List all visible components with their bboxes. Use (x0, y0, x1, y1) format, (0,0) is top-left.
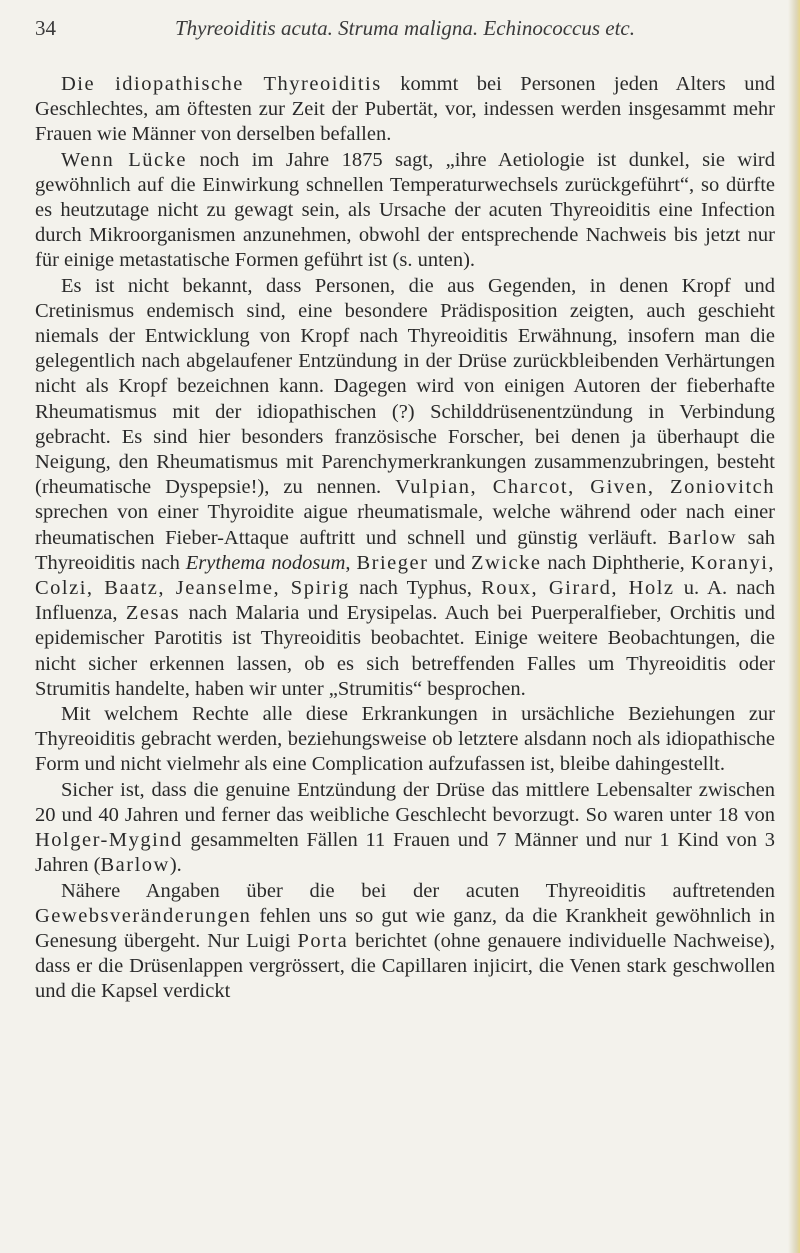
text-run: sah Thyreoiditis nach (35, 526, 776, 574)
body-text (35, 72, 775, 1005)
paragraph (35, 778, 775, 879)
spaced-name: Brieger (356, 551, 429, 574)
paragraph (35, 72, 775, 148)
paragraph (35, 879, 775, 1005)
text-run: u. A. nach Influenza, (35, 577, 775, 625)
text-run: nach Malaria und Erysipelas. Auch bei Puerperalfieber, Orchitis und epidemischer Parotitis ist Thyreoiditis beobachtet. Einige weitere Beobachtungen, die nicht sicher erkennen lassen, ob es sich betreffenden Falles um Thyreoiditis oder Strumitis handelte, haben wir unter „Strumitis“ besprochen. (35, 602, 775, 700)
text-run: fehlen uns so gut wie ganz, da die Krankheit gewöhnlich in Genesung übergeht. Nur Luigi (35, 904, 775, 952)
spaced-name: Porta (297, 929, 349, 952)
page-header (35, 10, 775, 46)
text-run: und (428, 551, 471, 574)
spaced-name: Roux, Girard, Holz (481, 577, 675, 600)
spaced-name: Barlow (100, 854, 170, 877)
italic-term: Erythema nodosum (185, 551, 346, 574)
paragraph (35, 148, 775, 274)
spaced-name: Holger-Mygind (35, 829, 183, 852)
spaced-name: Zesas (125, 602, 181, 625)
paragraph (35, 702, 775, 778)
text-run: nach Diphtherie, (541, 551, 691, 574)
text-run: kommt bei Personen jeden Alters und Geschlechtes, am öftesten zur Zeit der Pubertät, vor, indessen werden insgesammt mehr Frauen wie Männer von derselben befallen. (35, 73, 775, 146)
running-title: Thyreoiditis acuta. Struma maligna. Echinococcus etc. (175, 16, 635, 40)
text-run: Sicher ist, dass die genuine Entzündung der Drüse das mittlere Lebensalter zwischen 20 und 40 Jahren und ferner das weibliche Geschlecht bevorzugt. So waren unter 18 von (35, 778, 775, 826)
text-run: Es ist nicht bekannt, dass Personen, die aus Gegenden, in denen Kropf und Cretinismus endemisch sind, eine besondere Prädisposition zeigten, auch geschieht niemals der Entwicklung von Kropf nach Thyreoiditis Erwähnung, insofern man die gelegentlich nach abgelaufener Entzündung in der Drüse zurückbleibenden Verhärtungen nicht als Kropf bezeichnen kann. Dagegen wird von einigen Autoren der fieberhafte Rheumatismus mit der idiopathischen (?) Schilddrüsenentzündung in Verbindung gebracht. Es sind hier besonders französische Forscher, bei denen ja überhaupt die Neigung, den Rheumatismus mit Parenchymerkrankungen zusammenzubringen, besteht (rheumatische Dyspepsie!), zu nennen. (35, 274, 775, 499)
spaced-name: Zwicke (471, 551, 542, 574)
text-run: berichtet (ohne genauere individuelle Nachweise), dass er die Drüsenlappen vergrössert, die Capillaren injicirt, die Venen stark geschwollen und die Kapsel verdickt (35, 929, 775, 1003)
text-run: sprechen von einer Thyroidite aigue rheumatismale, welche während oder nach einer rheumatischen Fieber-Attaque auftritt und schnell und günstig verläuft. (35, 501, 775, 549)
text-run: nach Typhus, (349, 577, 482, 600)
spaced-name: Wenn Lücke (61, 148, 187, 171)
spaced-name: Die idiopathische Thyreoiditis (61, 73, 382, 95)
text-run: Mit welchem Rechte alle diese Erkrankungen in ursächliche Beziehungen zur Thyreoiditis gebracht werden, beziehungsweise ob letztere alsdann noch als idiopathische Form und nicht vielmehr als eine Complication aufzufassen ist, bleibe dahingestellt. (35, 703, 775, 776)
text-run: ). (169, 854, 182, 877)
page-number: 34 (35, 16, 56, 40)
paragraph (35, 274, 775, 702)
spaced-name: Koranyi, Colzi, Baatz, Jeanselme, Spirig (35, 551, 776, 600)
text-run: gesammelten Fällen 11 Frauen und 7 Männer und nur 1 Kind von 3 Jahren ( (35, 829, 775, 877)
page-edge-shadow (788, 0, 800, 1253)
text-run: , (345, 551, 357, 574)
spaced-name: Gewebsveränderungen (35, 904, 252, 927)
spaced-name: Barlow (667, 526, 738, 549)
spaced-name: Vulpian, Charcot, Given, Zoniovitch (395, 476, 776, 499)
text-run: noch im Jahre 1875 sagt, „ihre Aetiologie ist dunkel, sie wird gewöhnlich auf die Einwirkung schnellen Temperaturwechsels zurückgeführt“, so dürfte es heutzutage nicht zu gewagt sein, als Ursache der acuten Thyreoiditis eine Infection durch Mikroorganismen anzunehmen, obwohl der entsprechende Nachweis bis jetzt nur für einige metastatische Formen geführt ist (s. unten). (35, 148, 775, 272)
text-run: Nähere Angaben über die bei der acuten Thyreoiditis auftretenden (61, 879, 775, 902)
